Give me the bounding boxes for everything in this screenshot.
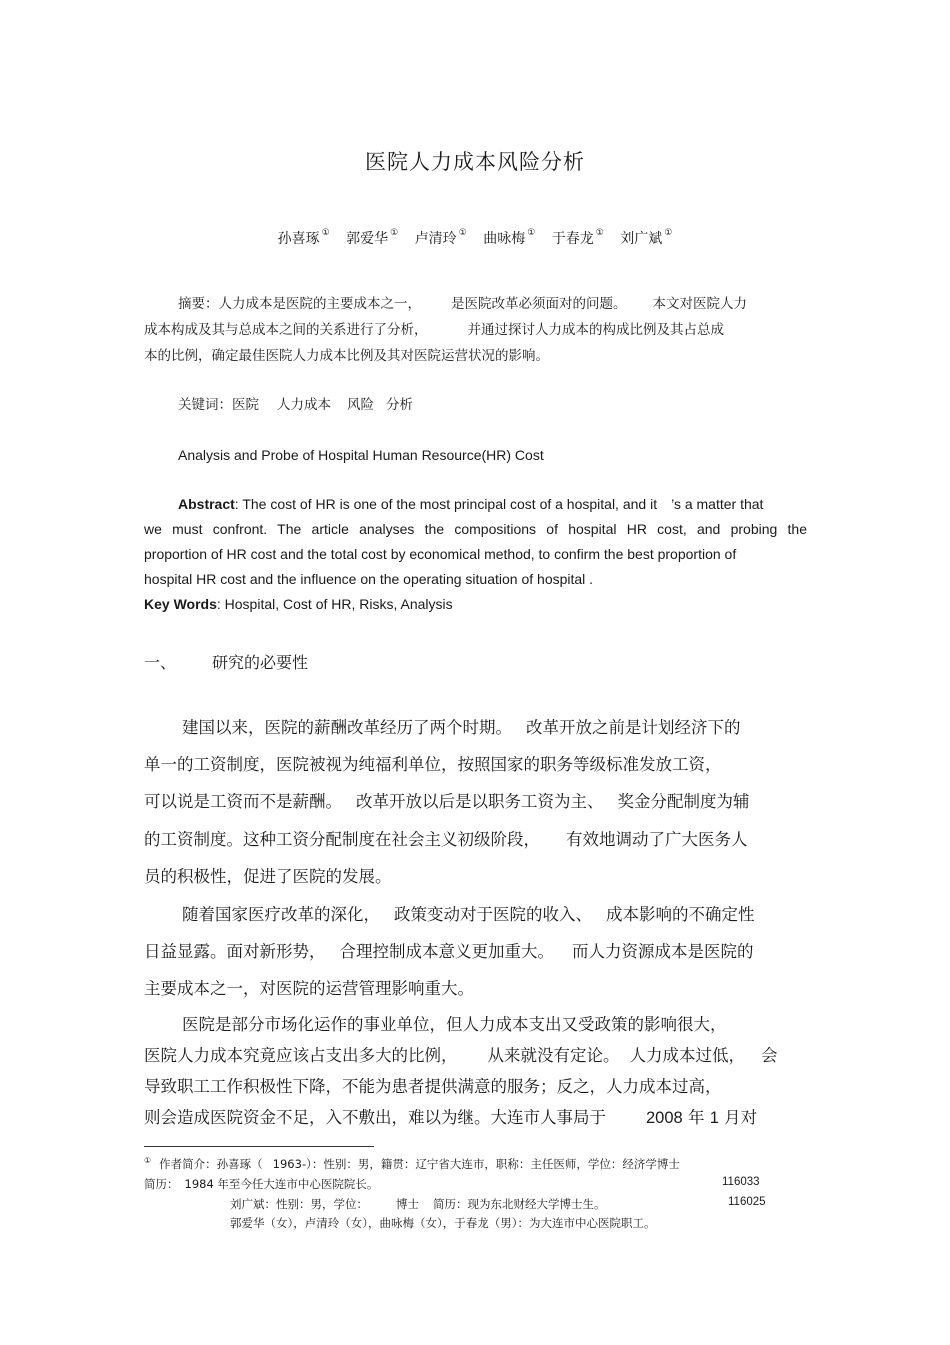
abstract-en-line: we must confront. The article analyses the compositions of hospital HR cost, and probing the xyxy=(144,521,807,537)
section-title: 研究的必要性 xyxy=(212,653,309,672)
author: 郭爱华 ① xyxy=(346,228,399,247)
author: 刘广斌 ① xyxy=(620,228,673,247)
footnote-line: 刘广斌：性别：男，学位： 博士 简历：现为东北财经大学博士生。 xyxy=(230,1197,606,1211)
body-line: 则会造成医院资金不足，入不敷出，难以为继。大连市人事局于 2008 年 1 月对 xyxy=(144,1108,758,1127)
abstract-cn-line: 本的比例，确定最佳医院人力成本比例及其对医院运营状况的影响。 xyxy=(144,348,549,364)
author: 卢清玲 ① xyxy=(414,228,467,247)
abstract-cn-line: 摘要：人力成本是医院的主要成本之一， 是医院改革必须面对的问题。 本文对医院人力 xyxy=(178,296,747,312)
footnote-mark: ① xyxy=(144,1156,152,1166)
section-number: 一、 xyxy=(144,653,177,672)
body-line: 日益显露。面对新形势， 合理控制成本意义更加重大。 而人力资源成本是医院的 xyxy=(144,942,754,961)
abstract-en-line: hospital HR cost and the influence on the operating situation of hospital . xyxy=(144,571,594,587)
footnote-line: 简历： 1984 年至今任大连市中心医院院长。 xyxy=(144,1177,379,1191)
body-line: 建国以来，医院的薪酬改革经历了两个时期。 改革开放之前是计划经济下的 xyxy=(182,718,741,737)
author: 孙喜琢 ① xyxy=(277,228,330,247)
body-line: 医院人力成本究竟应该占支出多大的比例， 从来就没有定论。 人力成本过低， 会 xyxy=(144,1046,778,1065)
postal-code: 116025 xyxy=(728,1196,766,1208)
body-line: 随着国家医疗改革的深化， 政策变动对于医院的收入、 成本影响的不确定性 xyxy=(182,905,755,924)
author: 曲咏梅 ① xyxy=(483,228,536,247)
abstract-label: Abstract xyxy=(178,496,235,512)
author: 于春龙 ① xyxy=(551,228,604,247)
abstract-cn-line: 成本构成及其与总成本之间的关系进行了分析， 并通过探讨人力成本的构成比例及其占总成 xyxy=(144,322,724,338)
body-line: 医院是部分市场化运作的事业单位，但人力成本支出又受政策的影响很大， xyxy=(182,1015,727,1034)
keywords-en: Key Words: Hospital, Cost of HR, Risks, Analysis xyxy=(144,596,453,612)
footnote-divider xyxy=(144,1146,374,1147)
body-line: 主要成本之一，对医院的运营管理影响重大。 xyxy=(144,979,474,998)
abstract-en-line: Abstract: The cost of HR is one of the most principal cost of a hospital, and it ’s a matter that xyxy=(178,496,764,512)
body-line: 的工资制度。这种工资分配制度在社会主义初级阶段， 有效地调动了广大医务人 xyxy=(144,830,748,849)
paper-title: 医院人力成本风险分析 xyxy=(365,150,585,174)
body-line: 单一的工资制度，医院被视为纯福利单位，按照国家的职务等级标准发放工资， xyxy=(144,755,722,774)
body-line: 导致职工工作积极性下降，不能为患者提供满意的服务；反之，人力成本过高， xyxy=(144,1077,722,1096)
english-title: Analysis and Probe of Hospital Human Resource(HR) Cost xyxy=(178,447,544,463)
footnote-line: ① 作者简介：孙喜琢（ 1963-）：性别：男，籍贯：辽宁省大连市，职称：主任医师，学位：经济学博士 xyxy=(144,1156,680,1171)
keywords-cn: 关键词：医院 人力成本 风险 分析 xyxy=(178,397,413,413)
footnote-line: 郭爱华（女），卢清玲（女），曲咏梅（女），于春龙（男）：为大连市中心医院职工。 xyxy=(230,1216,656,1230)
abstract-en-line: proportion of HR cost and the total cost by economical method, to confirm the best proportion of xyxy=(144,546,737,562)
body-line: 员的积极性，促进了医院的发展。 xyxy=(144,867,392,886)
keywords-label: Key Words xyxy=(144,596,217,612)
postal-code: 116033 xyxy=(722,1176,760,1188)
body-line: 可以说是工资而不是薪酬。 改革开放以后是以职务工资为主、 奖金分配制度为辅 xyxy=(144,792,750,811)
section-heading xyxy=(144,650,308,673)
author-list xyxy=(0,228,950,248)
